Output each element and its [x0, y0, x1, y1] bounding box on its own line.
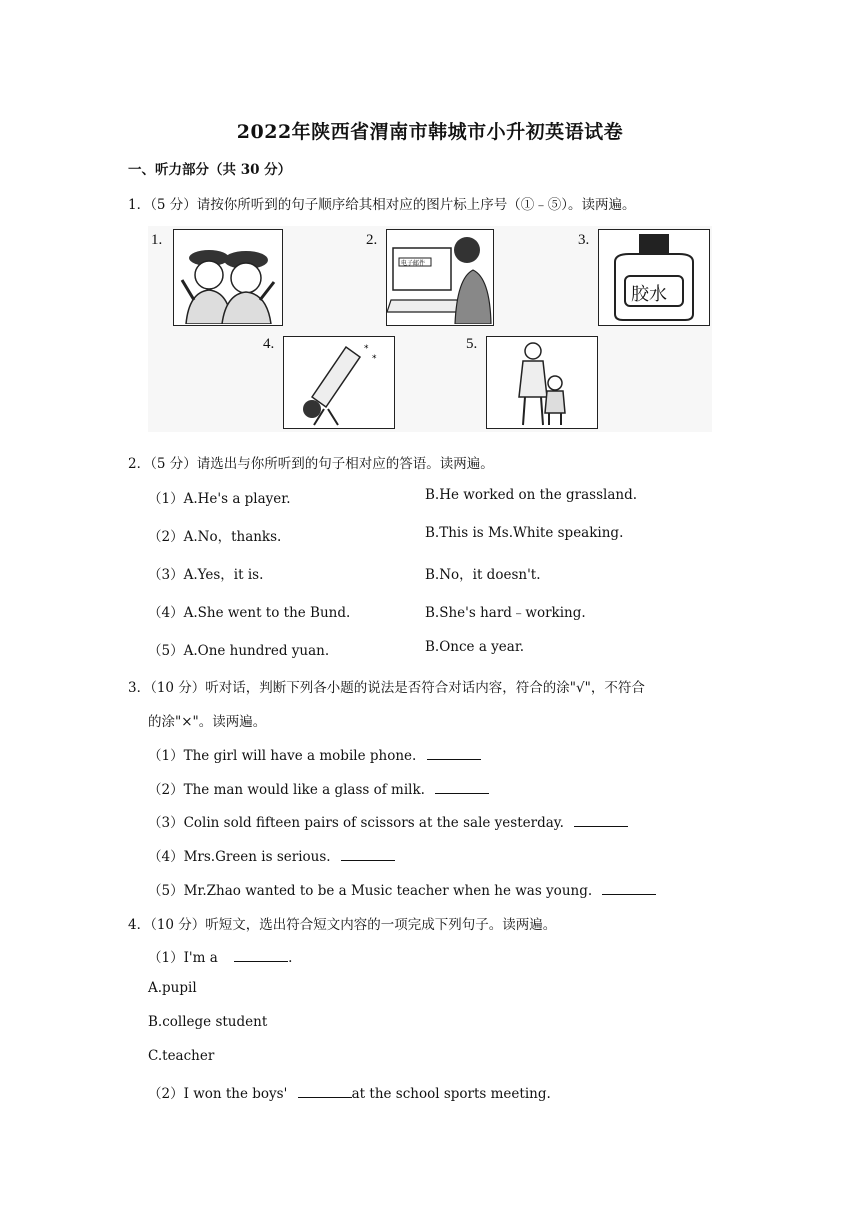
picture-police-officers	[173, 229, 283, 326]
answer-blank[interactable]	[234, 949, 288, 962]
picture-label-4: 4.	[263, 336, 275, 352]
question-1-text: 1．（5 分）请按你所听到的句子顺序给其相对应的图片标上序号（①﹣⑤）。读两遍。	[128, 197, 636, 213]
answer-blank[interactable]	[427, 747, 481, 760]
picture-label-2: 2.	[366, 232, 378, 248]
q4-sentence-1-start: （1）I'm a	[148, 950, 218, 966]
q3-item-3	[148, 811, 628, 831]
police-officers-icon	[174, 230, 281, 324]
q2-row-4-option-b: B.She's hard﹣working.	[425, 605, 586, 621]
picture-glue	[598, 229, 710, 326]
q4-option-b: B.college student	[148, 1014, 268, 1030]
q3-item-2	[148, 778, 489, 798]
picture-label-3: 3.	[578, 232, 590, 248]
q4-option-a: A.pupil	[148, 980, 197, 996]
q2-row-5-option-a: （5）A.One hundred yuan.	[148, 643, 330, 659]
answer-blank[interactable]	[298, 1085, 352, 1098]
picture-label-1: 1.	[151, 232, 163, 248]
svg-text:*: *	[372, 354, 377, 364]
q3-item-4-text: （4）Mrs.Green is serious.	[148, 849, 331, 865]
q3-item-2-text: （2）The man would like a glass of milk.	[148, 782, 425, 798]
svg-text:*: *	[364, 344, 369, 354]
question-3-text-continued: 的涂"×"。读两遍。	[148, 714, 267, 730]
q2-row-3-option-b: B.No，it doesn't.	[425, 567, 541, 583]
q2-row-5-option-b: B.Once a year.	[425, 639, 525, 655]
q4-sentence-2-start: （2）I won the boys'	[148, 1086, 288, 1102]
q4-sentence-2	[148, 1082, 551, 1102]
section-heading-listening: 一、听力部分（共 30 分）	[128, 162, 292, 178]
telescope-icon	[284, 337, 393, 427]
answer-blank[interactable]	[602, 882, 656, 895]
q2-row-3-option-a: （3）A.Yes，it is.	[148, 567, 264, 583]
computer-woman-icon	[387, 230, 492, 324]
q4-sentence-1-end: .	[288, 950, 293, 966]
q3-item-3-text: （3）Colin sold fifteen pairs of scissors at the sale yesterday.	[148, 815, 564, 831]
picture-telescope	[283, 336, 395, 429]
glue-label: 胶水	[631, 284, 667, 305]
q3-item-1-text: （1）The girl will have a mobile phone.	[148, 748, 417, 764]
q4-sentence-1	[148, 946, 292, 966]
question-1-figure	[148, 226, 712, 432]
question-4-text: 4．（10 分）听短文，选出符合短文内容的一项完成下列句子。读两遍。	[128, 917, 557, 933]
q3-item-5	[148, 879, 656, 899]
q2-row-2-option-b: B.This is Ms.White speaking.	[425, 525, 624, 541]
picture-email-computer	[386, 229, 494, 326]
email-label: 电子邮件	[401, 260, 426, 267]
page-title: 2022年陕西省渭南市韩城市小升初英语试卷	[236, 121, 624, 143]
q2-row-1-option-b: B.He worked on the grassland.	[425, 487, 638, 503]
q2-row-1-option-a: （1）A.He's a player.	[148, 491, 291, 507]
question-2-text: 2．（5 分）请选出与你所听到的句子相对应的答语。读两遍。	[128, 456, 494, 472]
glue-bottle-icon	[599, 230, 708, 324]
question-3-text: 3．（10 分）听对话，判断下列各小题的说法是否符合对话内容，符合的涂"√"，不符合	[128, 680, 645, 696]
answer-blank[interactable]	[574, 814, 628, 827]
q2-row-2-option-a: （2）A.No，thanks.	[148, 529, 282, 545]
q3-item-1	[148, 744, 481, 764]
q3-item-4	[148, 845, 395, 865]
q2-row-4-option-a: （4）A.She went to the Bund.	[148, 605, 351, 621]
picture-label-5: 5.	[466, 336, 478, 352]
parent-child-icon	[487, 337, 596, 427]
answer-blank[interactable]	[435, 781, 489, 794]
q4-sentence-2-end: at the school sports meeting.	[351, 1086, 551, 1102]
q4-option-c: C.teacher	[148, 1048, 215, 1064]
answer-blank[interactable]	[341, 848, 395, 861]
picture-parent-child	[486, 336, 598, 429]
q3-item-5-text: （5）Mr.Zhao wanted to be a Music teacher when he was young.	[148, 883, 593, 899]
